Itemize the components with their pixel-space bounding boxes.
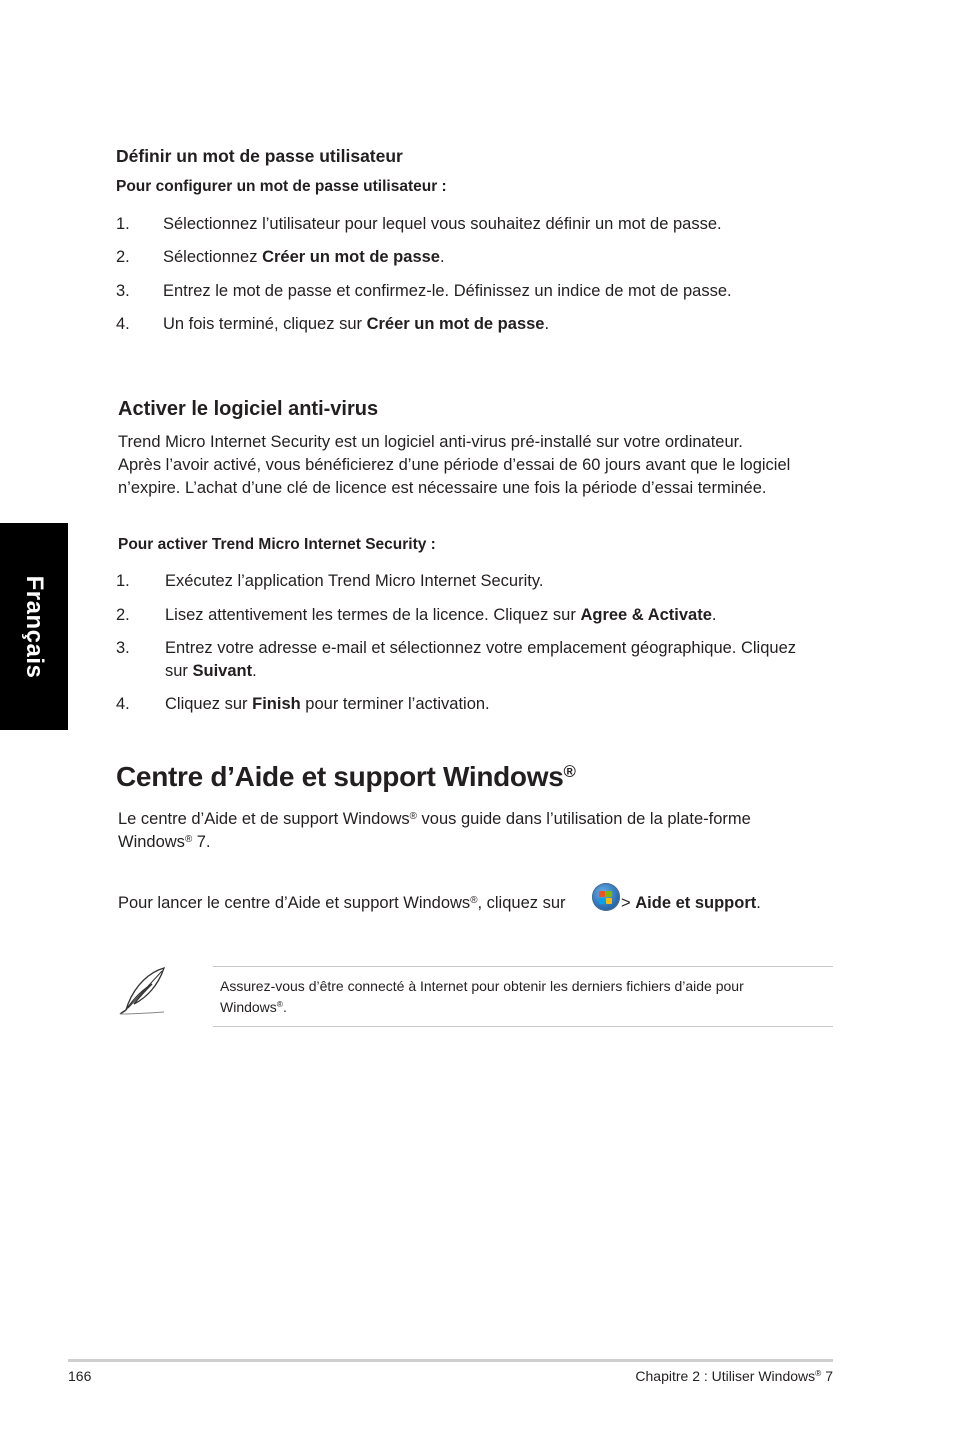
chapter-label: Chapitre 2 : Utiliser Windows® 7 xyxy=(635,1368,833,1384)
paragraph-line: n’expire. L’achat d’une clé de licence est nécessaire une fois la période d’essai terminée. xyxy=(118,479,767,497)
feather-quill-icon xyxy=(116,964,170,1018)
step-number: 3. xyxy=(116,639,130,657)
paragraph-line: Le centre d’Aide et de support Windows® vous guide dans l’utilisation de la plate-forme xyxy=(118,810,751,828)
note-top-rule xyxy=(213,966,833,967)
launch-instruction: Pour lancer le centre d’Aide et support Windows®, cliquez sur xyxy=(118,894,566,912)
lead-password: Pour configurer un mot de passe utilisateur : xyxy=(116,178,447,195)
step-text: Un fois terminé, cliquez sur Créer un mot de passe. xyxy=(163,315,550,333)
note-bottom-rule xyxy=(213,1026,833,1027)
step-number: 2. xyxy=(116,248,130,266)
step-text: Entrez votre adresse e-mail et sélectionnez votre emplacement géographique. Cliquez xyxy=(165,639,797,657)
step-text: Cliquez sur Finish pour terminer l’activation. xyxy=(165,695,490,713)
footer-rule xyxy=(68,1359,833,1362)
section-heading-password: Définir un mot de passe utilisateur xyxy=(116,146,403,166)
paragraph-line: Après l’avoir activé, vous bénéficierez d’une période d’essai de 60 jours avant que le logiciel xyxy=(118,456,791,474)
launch-instruction-end: > Aide et support. xyxy=(621,894,761,912)
note-text: Windows®. xyxy=(220,999,287,1015)
paragraph-line: Windows® 7. xyxy=(118,833,211,851)
page-number: 166 xyxy=(68,1368,92,1384)
step-number: 1. xyxy=(116,572,130,590)
windows-start-orb-icon xyxy=(592,883,620,911)
paragraph-line: Trend Micro Internet Security est un logiciel anti-virus pré-installé sur votre ordinateur. xyxy=(118,433,743,451)
note-text: Assurez-vous d’être connecté à Internet pour obtenir les derniers fichiers d’aide pour xyxy=(220,978,744,994)
step-number: 4. xyxy=(116,695,130,713)
step-text: Sélectionnez Créer un mot de passe. xyxy=(163,248,445,266)
step-text: Sélectionnez l’utilisateur pour lequel vous souhaitez définir un mot de passe. xyxy=(163,215,722,233)
page-title: Centre d’Aide et support Windows® xyxy=(116,761,576,792)
section-heading-antivirus: Activer le logiciel anti-virus xyxy=(118,398,379,420)
language-side-tab xyxy=(0,523,68,730)
step-text: sur Suivant. xyxy=(165,662,257,680)
step-number: 3. xyxy=(116,282,130,300)
step-number: 1. xyxy=(116,215,130,233)
lead-antivirus: Pour activer Trend Micro Internet Security : xyxy=(118,536,436,553)
language-label: Français xyxy=(21,575,48,678)
step-number: 2. xyxy=(116,606,130,624)
step-text: Exécutez l’application Trend Micro Internet Security. xyxy=(165,572,544,590)
step-text: Lisez attentivement les termes de la licence. Cliquez sur Agree & Activate. xyxy=(165,606,717,624)
step-number: 4. xyxy=(116,315,130,333)
step-text: Entrez le mot de passe et confirmez-le. Définissez un indice de mot de passe. xyxy=(163,282,732,300)
